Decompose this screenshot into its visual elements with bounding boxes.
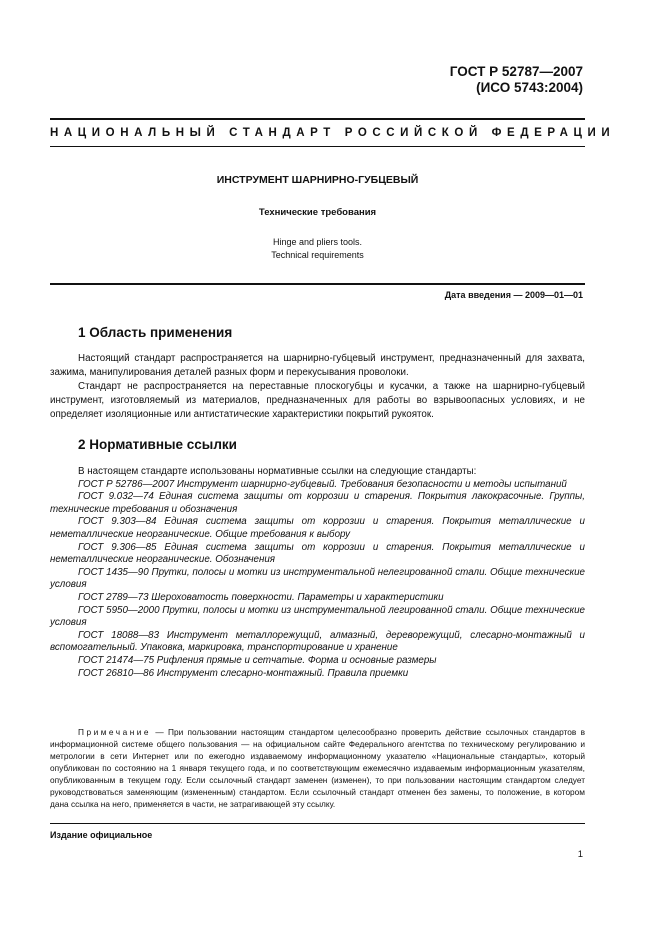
reference-item: ГОСТ 1435—90 Прутки, полосы и мотки из инструментальной нелегированной стали. Общие технические условия: [50, 566, 585, 591]
normative-references: [50, 466, 585, 680]
introduction-date: Дата введения — 2009—01—01: [444, 290, 583, 300]
reference-item: ГОСТ 26810—86 Инструмент слесарно-монтажный. Правила приемки: [78, 667, 409, 679]
standard-code: [450, 64, 583, 96]
reference-item: ГОСТ 5950—2000 Прутки, полосы и мотки из инструментальной легированной стали. Общие технические условия: [50, 604, 585, 629]
reference-item: ГОСТ 21474—75 Рифления прямые и сетчатые. Форма и основные размеры: [78, 654, 437, 666]
page-number: 1: [577, 849, 583, 860]
footer-rule: [50, 823, 585, 824]
document-subtitle: Технические требования: [258, 207, 377, 218]
references-intro: В настоящем стандарте использованы нормативные ссылки на следующие стандарты:: [78, 466, 477, 477]
official-edition-label: Издание официальное: [50, 830, 153, 840]
reference-item: ГОСТ 9.032—74 Единая система защиты от коррозии и старения. Покрытия лакокрасочные. Группы, технические требования и обозначения: [50, 491, 585, 515]
standard-code-line1: ГОСТ Р 52787—2007: [449, 64, 583, 79]
standard-code-line2: (ИСО 5743:2004): [476, 80, 583, 95]
reference-item: ГОСТ Р 52786—2007 Инструмент шарнирно-губцевый. Требования безопасности и методы испытаний: [78, 478, 567, 490]
english-title-line2: Technical requirements: [271, 250, 364, 260]
section1-paragraph: Стандарт не распространяется на переставные плоскогубцы и кусачки, а также на шарнирно-губцевый инструмент, изготовляемый из материалов, предназначенных для работы во взрывоопасных условиях, и не определяет изоляционные или антистатические характеристики покрытий рукояток.: [50, 381, 585, 420]
national-standard-banner: НАЦИОНАЛЬНЫЙ СТАНДАРТ РОССИЙСКОЙ ФЕДЕРАЦИИ: [50, 127, 616, 139]
document-title: ИНСТРУМЕНТ ШАРНИРНО-ГУБЦЕВЫЙ: [216, 174, 419, 186]
section1-heading: 1 Область применения: [78, 325, 233, 340]
reference-item: ГОСТ 2789—73 Шероховатость поверхности. Параметры и характеристики: [78, 591, 444, 603]
section2-heading: 2 Нормативные ссылки: [78, 437, 237, 452]
english-title-line1: Hinge and pliers tools.: [272, 237, 363, 247]
note-block: [50, 726, 585, 810]
reference-item: ГОСТ 18088—83 Инструмент металлорежущий, алмазный, дереворежущий, слесарно-монтажный и вспомогательный. Упаковка, маркировка, транспортирование и хранение: [50, 629, 585, 654]
reference-item: ГОСТ 9.306—85 Единая система защиты от коррозии и старения. Покрытия металлические и неметаллические неорганические. Обозначения: [50, 541, 585, 566]
english-title: [50, 236, 585, 262]
title-rule: [50, 283, 585, 285]
note-text: — При пользовании настоящим стандартом целесообразно проверить действие ссылочных стандартов в информационной системе общего пользования — на официальном сайте Федерального агентства по техническому регулированию и метрологии в сети Интернет или по ежегодно издаваемому информационному указателю «Национальные стандарты», который опубликован по состоянию на 1 января текущего года, и по соответствующим ежемесячно издаваемым информационным указателям, опубликованным в текущем году. Если ссылочный стандарт заменен (изменен), то при пользовании настоящим стандартом следует руководствоваться заменяющим (измененным) стандартом. Если ссылочный стандарт отменен без замены, то положение, в котором дана ссылка на него, применяется в части, не затрагивающей эту ссылку.: [50, 727, 585, 809]
section1-body: [50, 352, 585, 422]
top-rule: [50, 118, 585, 120]
section1-paragraph: Настоящий стандарт распространяется на шарнирно-губцевый инструмент, предназначенный для захвата, зажима, манипулирования деталей разных форм и перекусывания проволоки.: [50, 353, 585, 378]
reference-item: ГОСТ 9.303—84 Единая система защиты от коррозии и старения. Покрытия металлические и неметаллические неорганические. Общие требования к выбору: [50, 516, 585, 540]
note-label: Примечание: [78, 727, 152, 737]
banner-rule: [50, 146, 585, 147]
